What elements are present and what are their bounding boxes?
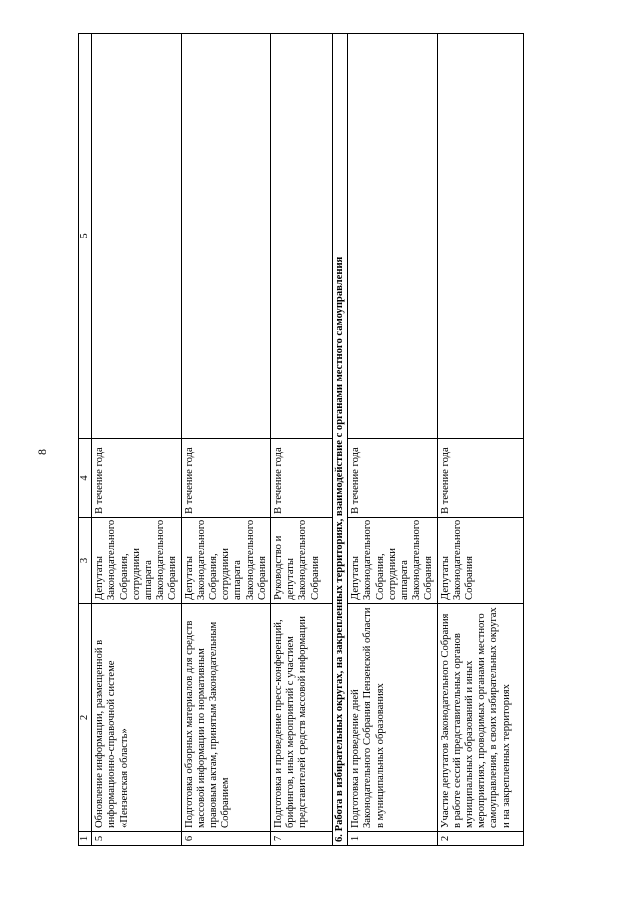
activity-cell: Участие депутатов Законодательного Собрания в работе сессий представительных органов муниципальных образований и иных мероприятиях, проводимых органами местного самоуправления, в своих избирательных округах и на закрепленных территориях (437, 604, 523, 832)
responsible-cell: Депутаты Законодательного Собрания (437, 518, 523, 604)
responsible-cell: Депутаты Законодательного Собрания, сотрудники аппарата Законодательного Собрания (92, 518, 181, 604)
term-cell: В течение года (181, 439, 270, 518)
header-cell: 1 (79, 832, 92, 846)
table-row (437, 34, 523, 846)
row-number: 5 (92, 832, 181, 846)
responsible-cell: Руководство и депутаты Законодательного Собрания (271, 518, 333, 604)
note-cell (271, 34, 333, 439)
row-number: 6 (181, 832, 270, 846)
term-cell: В течение года (348, 439, 437, 518)
table-row (271, 34, 333, 846)
plan-table-container (78, 34, 512, 846)
header-cell: 2 (79, 604, 92, 832)
activity-cell: Подготовка обзорных материалов для средств массовой информации по нормативным правовым актам, принятым Законодательным Собранием (181, 604, 270, 832)
header-cell: 5 (79, 34, 92, 439)
note-cell (437, 34, 523, 439)
section-row (333, 34, 348, 846)
table-row (92, 34, 181, 846)
activity-cell: Подготовка и проведение дней Законодательного Собрания Пензенской области в муниципальных образованиях (348, 604, 437, 832)
row-number: 7 (271, 832, 333, 846)
row-number: 2 (437, 832, 523, 846)
header-cell: 3 (79, 518, 92, 604)
plan-table (78, 33, 524, 846)
note-cell (348, 34, 437, 439)
responsible-cell: Депутаты Законодательного Собрания, сотрудники аппарата Законодательного Собрания (181, 518, 270, 604)
header-cell: 4 (79, 439, 92, 518)
term-cell: В течение года (437, 439, 523, 518)
table-row (181, 34, 270, 846)
note-cell (92, 34, 181, 439)
responsible-cell: Депутаты Законодательного Собрания, сотрудники аппарата Законодательного Собрания (348, 518, 437, 604)
activity-cell: Подготовка и проведение пресс-конференций, брифингов, иных мероприятий с участием представителей средств массовой информации (271, 604, 333, 832)
row-number: 1 (348, 832, 437, 846)
page-number: 8 (35, 449, 49, 455)
section-title: 6. Работа в избирательных округах, на закрепленных территориях, взаимодействие с органами местного самоуправления (333, 34, 348, 846)
table-header-row (79, 34, 92, 846)
note-cell (181, 34, 270, 439)
table-row (348, 34, 437, 846)
term-cell: В течение года (271, 439, 333, 518)
activity-cell: Обновление информации, размещенной в информационно-справочной системе «Пензенская область» (92, 604, 181, 832)
term-cell: В течение года (92, 439, 181, 518)
